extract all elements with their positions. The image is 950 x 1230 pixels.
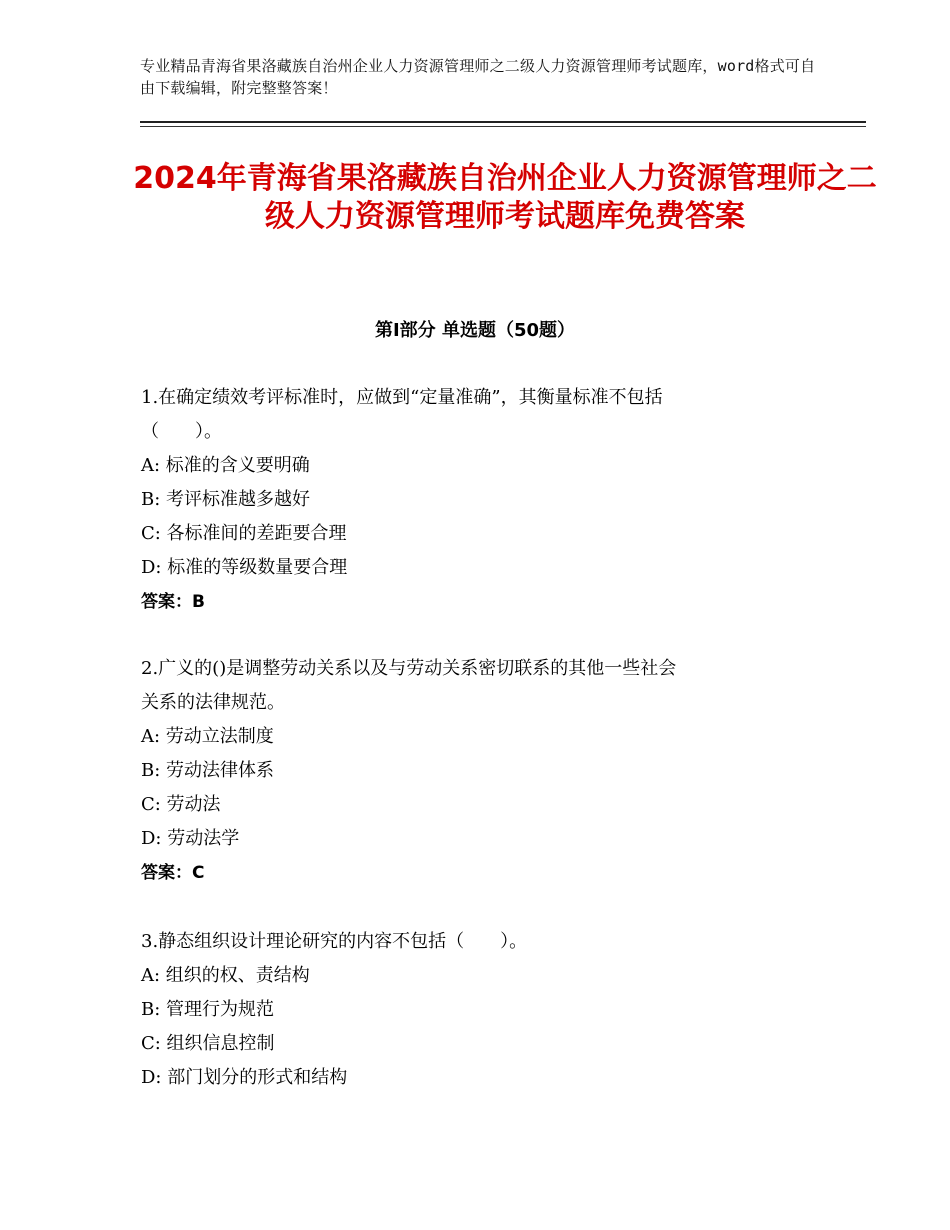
question-stem-continued: （ ）。 [141, 421, 222, 442]
document-title: 2024年青海省果洛藏族自治州企业人力资源管理师之二级人力资源管理师考试题库免费答案 [133, 161, 877, 234]
option-c: C: 各标准间的差距要合理 [141, 523, 347, 544]
question-1 [141, 381, 821, 619]
option-b: B: 考评标准越多越好 [141, 489, 311, 510]
option-d: D: 标准的等级数量要合理 [141, 557, 348, 578]
option-d: D: 部门划分的形式和结构 [141, 1067, 348, 1088]
option-c: C: 组织信息控制 [141, 1033, 275, 1054]
question-stem: 1.在确定绩效考评标准时，应做到“定量准确”，其衡量标准不包括 [141, 387, 663, 408]
answer-label: 答案：C [141, 863, 205, 883]
question-stem: 2.广义的()是调整劳动关系以及与劳动关系密切联系的其他一些社会 [141, 658, 677, 679]
header-note: 专业精品青海省果洛藏族自治州企业人力资源管理师之二级人力资源管理师考试题库，word格式可自由下载编辑，附完整整答案！ [140, 57, 816, 97]
option-a: A: 组织的权、责结构 [141, 965, 310, 986]
header-rule-thin [140, 126, 866, 127]
question-stem-continued: 关系的法律规范。 [141, 692, 285, 713]
question-3 [141, 925, 821, 1095]
option-d: D: 劳动法学 [141, 828, 240, 849]
question-2 [141, 652, 821, 890]
section-heading: 第Ⅰ部分 单选题（50题） [374, 320, 575, 341]
question-stem: 3.静态组织设计理论研究的内容不包括（ ）。 [141, 931, 528, 952]
option-a: A: 劳动立法制度 [141, 726, 274, 747]
option-c: C: 劳动法 [141, 794, 221, 815]
option-b: B: 管理行为规范 [141, 999, 275, 1020]
option-a: A: 标准的含义要明确 [141, 455, 310, 476]
header-rule-thick [140, 121, 866, 123]
option-b: B: 劳动法律体系 [141, 760, 275, 781]
answer-label: 答案：B [141, 592, 205, 612]
